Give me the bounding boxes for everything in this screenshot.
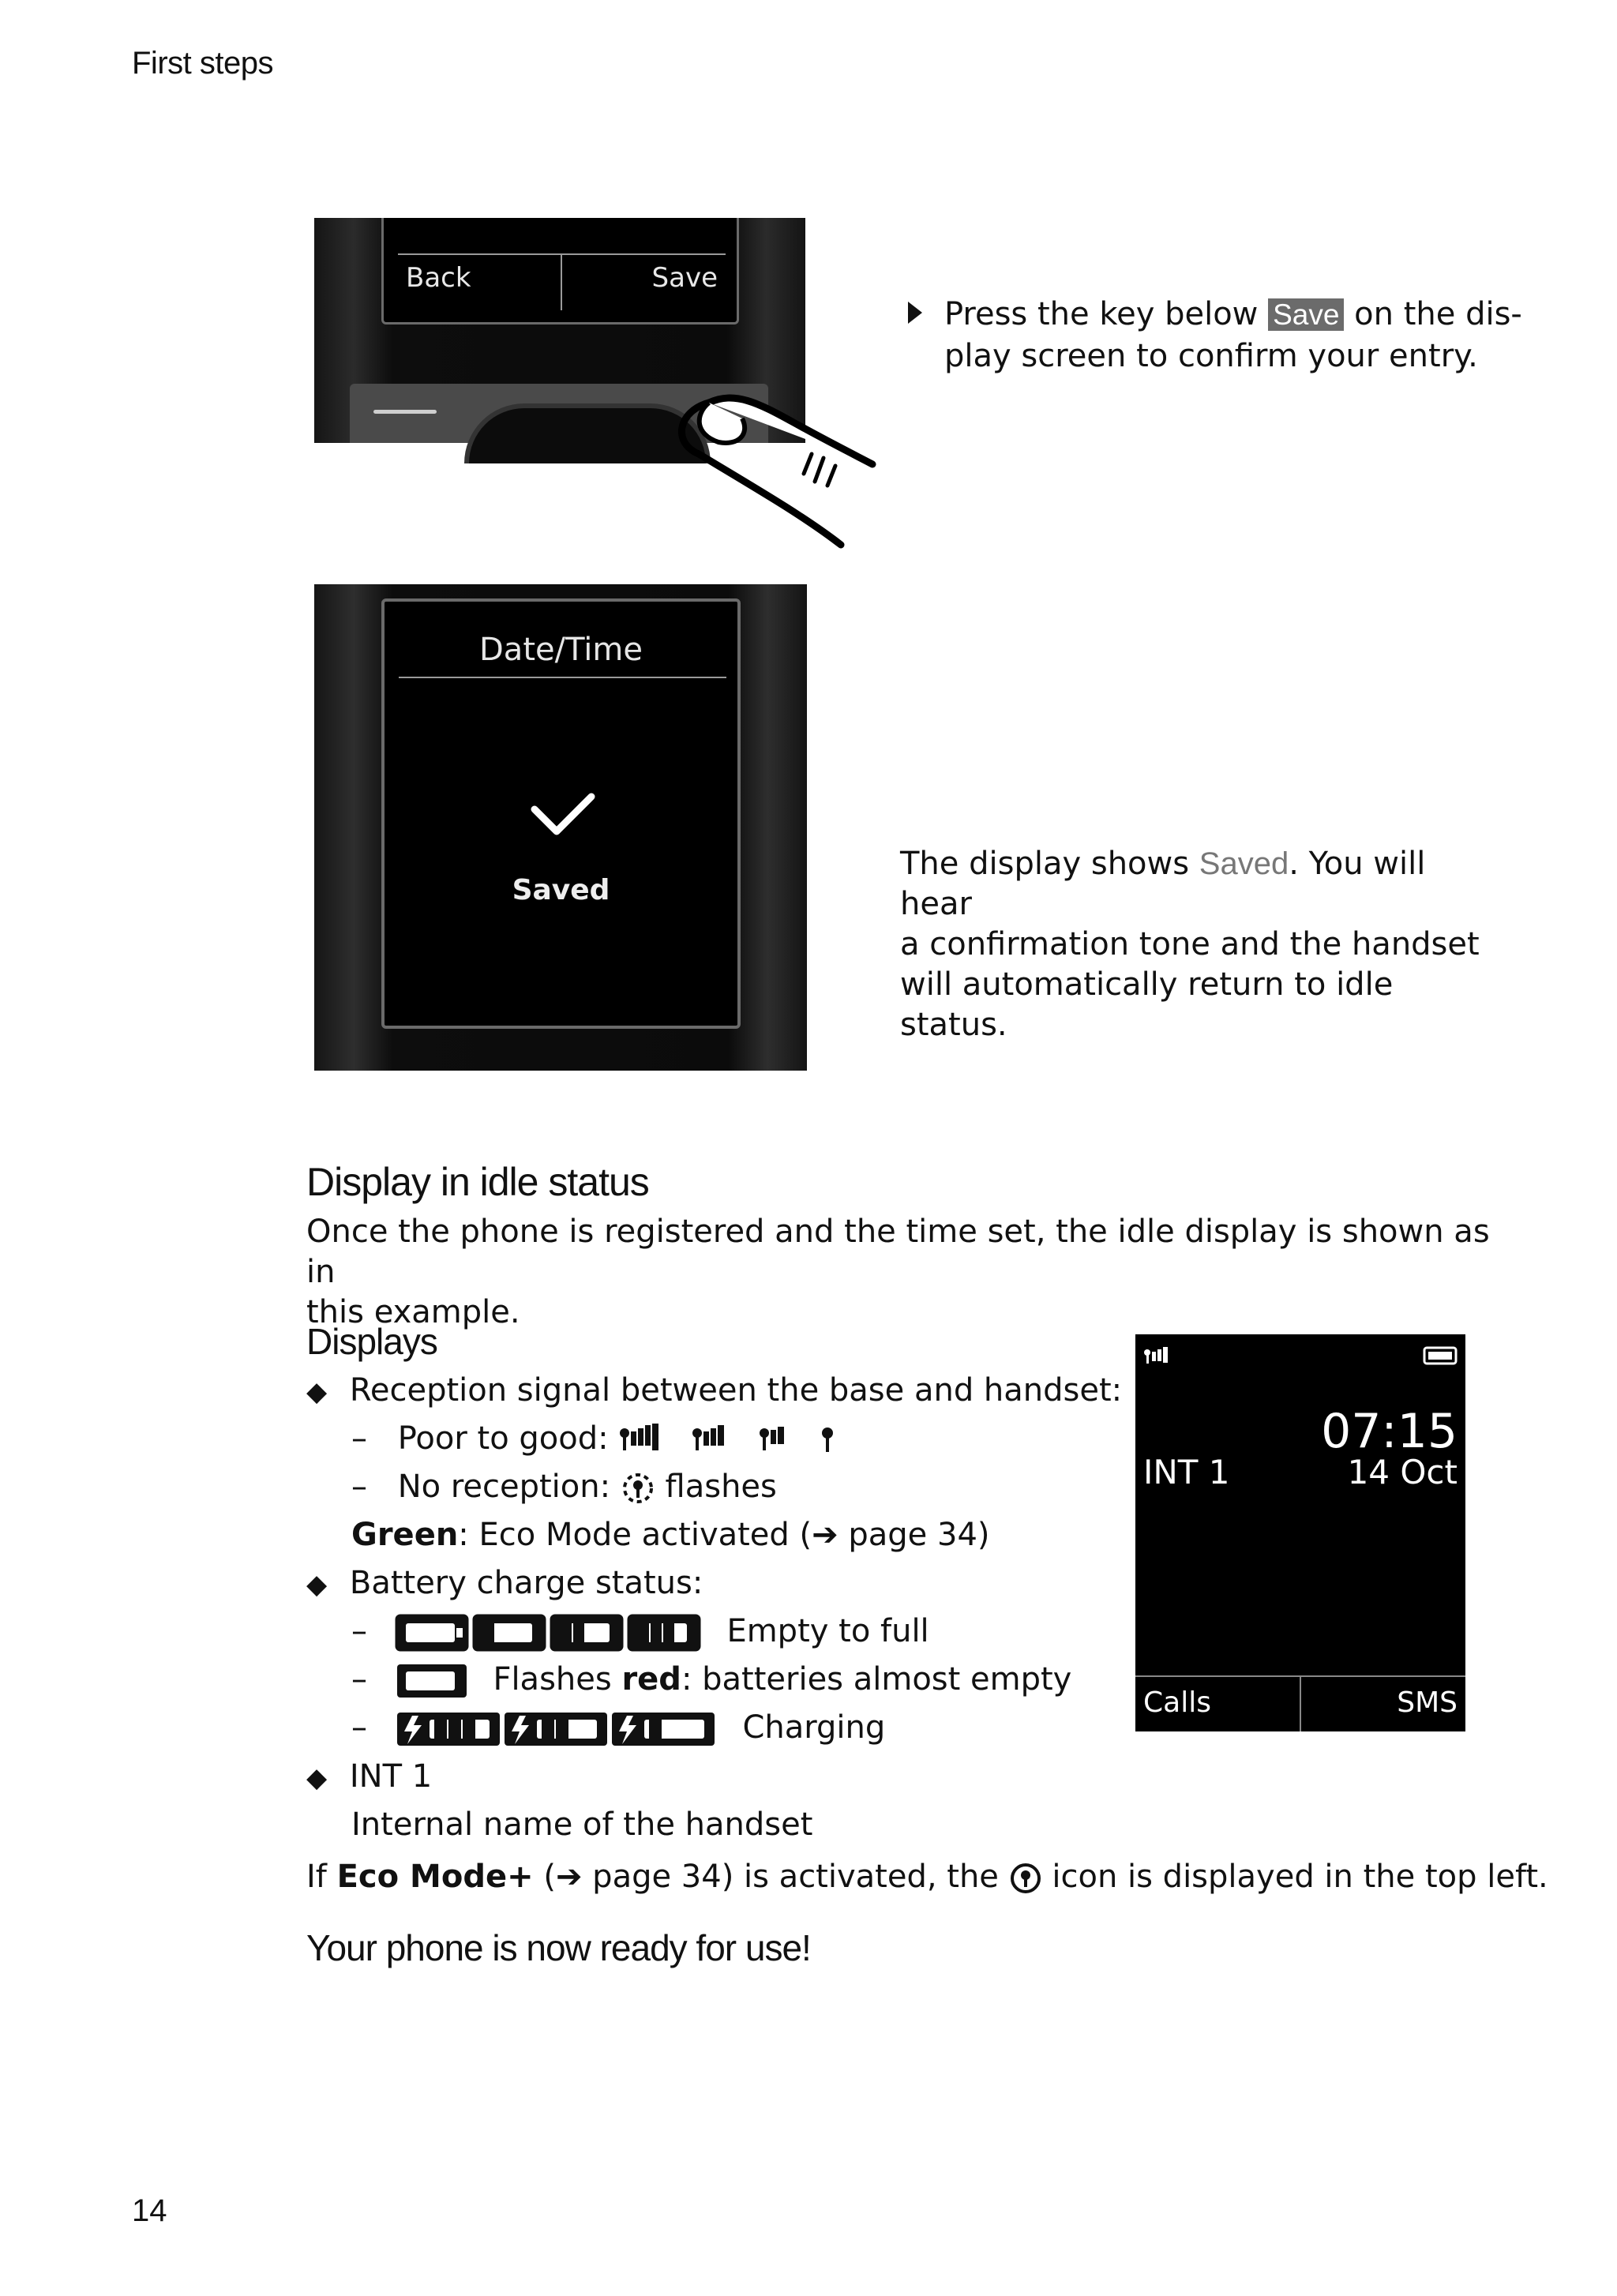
- idle-date: 14 Oct: [1347, 1453, 1458, 1491]
- checkmark-icon: [527, 787, 598, 842]
- step-bullet-icon: [906, 298, 924, 327]
- left-soft-key: [373, 410, 437, 414]
- page-number: 14: [132, 2193, 167, 2228]
- phone-screen: [381, 218, 739, 325]
- signal-strength-icons: [618, 1422, 847, 1458]
- section-heading: Display in idle status: [306, 1160, 649, 1204]
- pressing-finger-icon: [663, 379, 884, 553]
- list-item-reception: ◆ Reception signal between the base and handset:: [306, 1372, 1123, 1409]
- idle-calls-key: Calls: [1143, 1686, 1211, 1719]
- diamond-bullet-icon: ◆: [306, 1762, 328, 1794]
- phone-screen: [381, 598, 741, 1029]
- battery-charging-icon: [395, 1709, 718, 1749]
- idle-handset-name: INT 1: [1143, 1453, 1230, 1491]
- phone-illustration-saved: [314, 584, 807, 1071]
- display-title: Date/Time: [479, 632, 643, 668]
- step-saved-description: The display shows Saved. You will hear a confirmation tone and the handset will automatically return to idle status.: [900, 846, 1480, 1043]
- list-item-battery-low: – Flashes red: batteries almost empty: [351, 1660, 1071, 1701]
- idle-sms-key: SMS: [1397, 1686, 1458, 1719]
- diamond-bullet-icon: ◆: [306, 1376, 328, 1408]
- ready-heading: Your phone is now ready for use!: [306, 1927, 811, 1968]
- save-key-badge: Save: [1268, 298, 1344, 331]
- display-saved-message: Saved: [512, 874, 610, 906]
- list-item-no-reception: – No reception: flashes: [351, 1469, 777, 1505]
- list-item-int: ◆ INT 1: [306, 1758, 433, 1795]
- int-description: Internal name of the handset: [351, 1806, 813, 1843]
- list-item-charging: – Charging: [351, 1708, 885, 1749]
- display-save-key: Save: [651, 262, 718, 294]
- no-reception-icon: [621, 1471, 655, 1506]
- idle-display-illustration: [1135, 1334, 1465, 1731]
- list-item-eco-mode: Green: Eco Mode activated (➔ page 34): [351, 1517, 990, 1553]
- eco-mode-icon: [1009, 1862, 1042, 1895]
- display-back-key: Back: [406, 262, 471, 294]
- list-item-poor-to-good: – Poor to good:: [351, 1419, 847, 1458]
- battery-icon: [1423, 1345, 1458, 1366]
- diamond-bullet-icon: ◆: [306, 1569, 328, 1600]
- signal-icon: [1143, 1345, 1175, 1366]
- arrow-right-icon: ➔: [555, 1859, 583, 1895]
- arrow-right-icon: ➔: [812, 1517, 839, 1553]
- list-item-empty-to-full: – Empty to full: [351, 1611, 929, 1653]
- eco-mode-note: If Eco Mode+ (➔ page 34) is activated, the icon is displayed in the top left.: [306, 1859, 1548, 1895]
- running-header: First steps: [132, 46, 273, 81]
- section-intro: Once the phone is registered and the time set, the idle display is shown as in this example.: [306, 1214, 1490, 1330]
- idle-time: 07:15: [1321, 1404, 1458, 1459]
- list-item-battery: ◆ Battery charge status:: [306, 1565, 703, 1601]
- displays-heading: Displays: [306, 1321, 437, 1362]
- battery-empty-icon: [395, 1661, 469, 1701]
- battery-levels-icon: [395, 1613, 703, 1653]
- step-press-save: Press the key below Save on the dis- play screen to confirm your entry.: [944, 296, 1522, 374]
